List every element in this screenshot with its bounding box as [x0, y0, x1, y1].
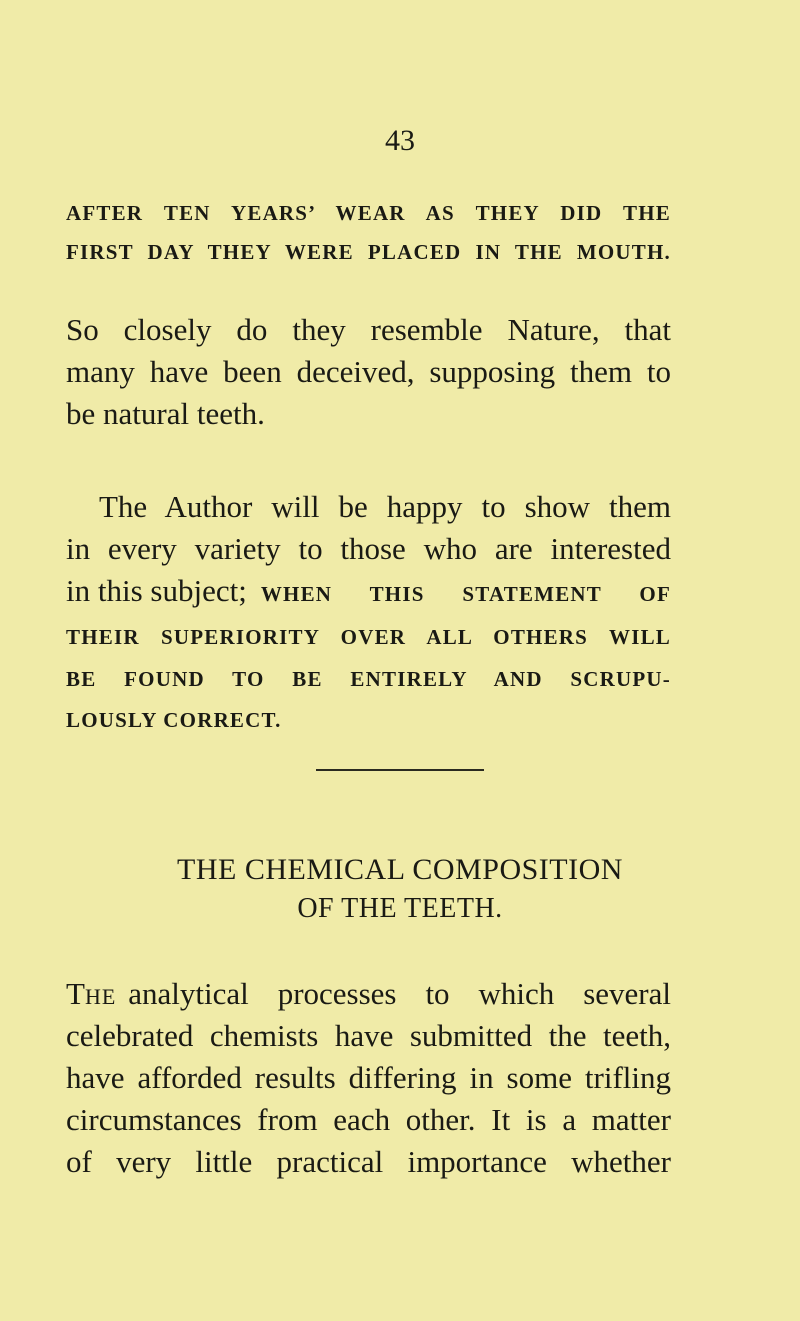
para2-line-2: in every variety to those who are interested [66, 531, 671, 566]
page-number: 43 [385, 124, 415, 157]
para3-line-5: of very little practical importance whether [66, 1144, 671, 1179]
para2-line-6: LOUSLY CORRECT. [66, 708, 282, 732]
para2-line-5: BE FOUND TO BE ENTIRELY AND SCRUPU- [66, 667, 671, 691]
para2-line-4: THEIR SUPERIORITY OVER ALL OTHERS WILL [66, 625, 671, 649]
para3-line-2: celebrated chemists have submitted the teeth, [66, 1018, 671, 1053]
section-heading-line-2: OF THE TEETH. [297, 893, 503, 924]
intro-line-2: FIRST DAY THEY WERE PLACED IN THE MOUTH. [66, 240, 671, 264]
para3-line-1 [66, 974, 671, 1017]
para3-lead-cap: T [66, 976, 85, 1011]
section-heading-line-1: THE CHEMICAL COMPOSITION [177, 853, 623, 886]
para1-line-2: many have been deceived, supposing them to [66, 354, 671, 389]
para1-line-1: So closely do they resemble Nature, that [66, 312, 671, 347]
para2-line-3 [66, 571, 671, 614]
para2-line-3-normal: in this subject; [66, 573, 247, 608]
para1-line-3: be natural teeth. [66, 396, 265, 431]
para3-lead-rest: HE [84, 984, 117, 1009]
para3-line-1-rest: analytical processes to which several [128, 976, 671, 1011]
para2-line-3-caps: WHEN THIS STATEMENT OF [260, 582, 671, 606]
para3-line-3: have afforded results differing in some trifling [66, 1060, 671, 1095]
section-divider [316, 769, 484, 771]
para3-line-4: circumstances from each other. It is a matter [66, 1102, 671, 1137]
intro-line-1: AFTER TEN YEARS’ WEAR AS THEY DID THE [66, 201, 671, 225]
para2-line-1: The Author will be happy to show them [99, 489, 671, 524]
